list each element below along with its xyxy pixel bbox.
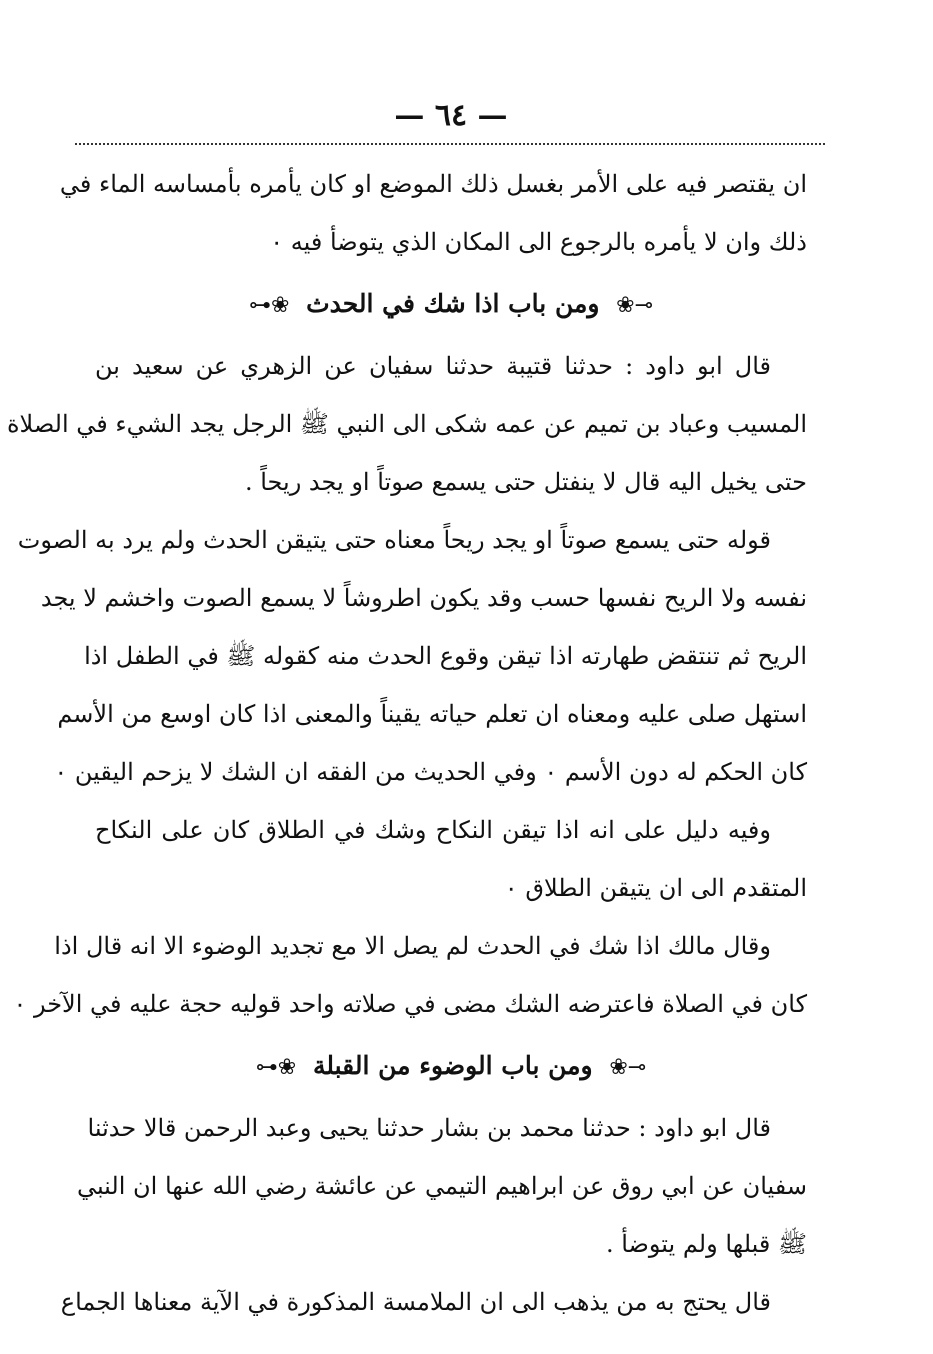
- ornament-right: ⊸❀: [609, 1055, 647, 1080]
- text-line: حتى يخيل اليه قال لا ينفتل حتى يسمع صوتاً او يجد ريحاً .: [244, 468, 807, 496]
- book-page: [6, 0, 807, 1354]
- ornament-right: ⊸❀: [616, 293, 654, 318]
- text-line: قال ابو داود : حدثنا محمد بن بشار حدثنا يحيى وعبد الرحمن قالا حدثنا: [87, 1114, 771, 1142]
- text-line: وقال مالك اذا شك في الحدث لم يصل الا مع تجديد الوضوء الا انه قال اذا: [54, 932, 771, 960]
- section-heading: [95, 1033, 807, 1099]
- text-line: نفسه ولا الريح نفسها حسب وقد يكون اطروشاً لا يسمع الصوت واخشم لا يجد: [40, 584, 807, 612]
- text-line: سفيان عن ابي روق عن ابراهيم التيمي عن عائشة رضي الله عنها ان النبي: [76, 1172, 807, 1200]
- page-number: — ٦٤ —: [394, 98, 508, 133]
- text-line: الريح ثم تنتقض طهارته اذا تيقن وقوع الحدث منه كقوله ﷺ في الطفل اذا: [84, 642, 807, 670]
- text-line: قوله حتى يسمع صوتاً او يجد ريحاً معناه حتى يتيقن الحدث ولم يرد به الصوت: [17, 526, 771, 554]
- text-line: ﷺ قبلها ولم يتوضأ .: [605, 1230, 807, 1258]
- header-divider: [75, 143, 825, 145]
- text-line: المسيب وعباد بن تميم عن عمه شكى الى النبي ﷺ الرجل يجد الشيء في الصلاة: [6, 410, 807, 438]
- text-line: قال ابو داود : حدثنا قتيبة حدثنا سفيان عن الزهري عن سعيد بن: [95, 352, 771, 380]
- text-line: المتقدم الى ان يتيقن الطلاق ٠: [504, 874, 807, 902]
- text-line: استهل صلى عليه ومعناه ان تعلم حياته يقيناً والمعنى اذا كان اوسع من الأسم: [57, 700, 807, 728]
- text-line: قال يحتج به من يذهب الى ان الملامسة المذكورة في الآية معناها الجماع: [60, 1288, 771, 1316]
- section-heading: [95, 271, 807, 337]
- ornament-left: ❀⊷: [248, 293, 290, 318]
- text-line: ان يقتصر فيه على الأمر بغسل ذلك الموضع او كان يأمره بأمساسه الماء في: [59, 170, 807, 198]
- text-line: كان الحكم له دون الأسم ٠ وفي الحديث من الفقه ان الشك لا يزحم اليقين ٠: [54, 758, 807, 786]
- page-body: [6, 155, 807, 1331]
- section-heading-text: ومن باب الوضوء من القبلة: [312, 1051, 593, 1080]
- text-line: ذلك وان لا يأمره بالرجوع الى المكان الذي يتوضأ فيه ٠: [270, 228, 807, 256]
- section-heading-text: ومن باب اذا شك في الحدث: [306, 289, 600, 318]
- ornament-left: ❀⊷: [255, 1055, 297, 1080]
- text-line: كان في الصلاة فاعترضه الشك مضى في صلاته واحد قوليه حجة عليه في الآخر ٠: [13, 990, 807, 1018]
- text-line: وفيه دليل على انه اذا تيقن النكاح وشك في الطلاق كان على النكاح: [95, 816, 771, 844]
